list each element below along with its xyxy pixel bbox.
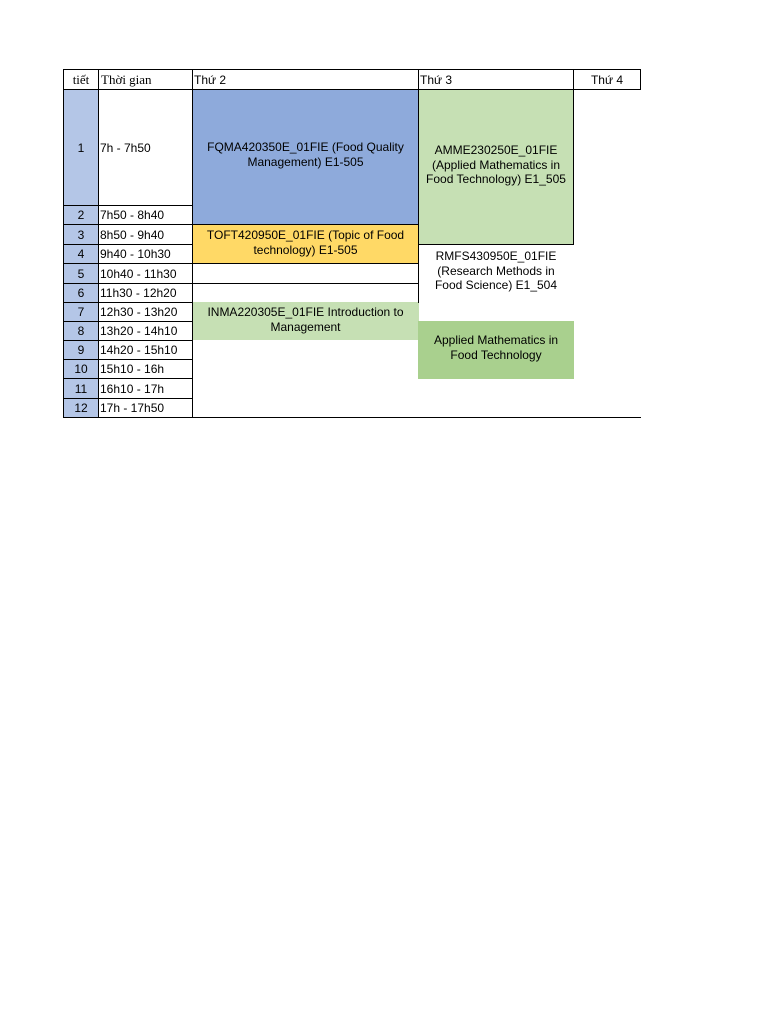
period-time[interactable]: 8h50 - 9h40 xyxy=(98,224,193,245)
course-applied-math-label: Applied Mathematics in Food Technology xyxy=(433,333,559,362)
period-time[interactable]: 16h10 - 17h xyxy=(98,378,193,399)
period-number[interactable]: 10 xyxy=(63,359,99,379)
period-time[interactable]: 10h40 - 11h30 xyxy=(98,263,193,284)
course-fqma-label: FQMA420350E_01FIE (Food Quality Management) E1-505 xyxy=(207,140,404,169)
period-number[interactable]: 6 xyxy=(63,283,99,303)
header-wednesday[interactable]: Thứ 4 xyxy=(573,69,641,90)
period-time[interactable]: 9h40 - 10h30 xyxy=(98,244,193,264)
period-number[interactable]: 5 xyxy=(63,263,99,284)
period-number[interactable]: 1 xyxy=(63,89,99,206)
period-number[interactable]: 12 xyxy=(63,398,99,418)
course-fqma[interactable] xyxy=(192,89,419,225)
period-number[interactable]: 9 xyxy=(63,340,99,360)
period-number[interactable]: 3 xyxy=(63,224,99,245)
header-time[interactable]: Thời gian xyxy=(98,69,193,90)
period-number[interactable]: 7 xyxy=(63,302,99,322)
course-amme[interactable] xyxy=(418,89,574,245)
monday-empty-cell-6[interactable] xyxy=(192,283,419,303)
period-time[interactable]: 14h20 - 15h10 xyxy=(98,340,193,360)
period-time[interactable]: 11h30 - 12h20 xyxy=(98,283,193,303)
period-number[interactable]: 8 xyxy=(63,321,99,341)
course-rmfs-label: RMFS430950E_01FIE (Research Methods in Food Science) E1_504 xyxy=(434,249,558,292)
period-number[interactable]: 2 xyxy=(63,205,99,225)
period-time[interactable]: 13h20 - 14h10 xyxy=(98,321,193,341)
course-inma-label: INMA220305E_01FIE Introduction to Management xyxy=(207,305,404,334)
header-monday[interactable]: Thứ 2 xyxy=(192,69,419,90)
monday-empty-cell-5[interactable] xyxy=(192,263,419,284)
monday-right-border xyxy=(418,89,419,303)
table-bottom-border xyxy=(63,417,641,418)
period-number[interactable]: 11 xyxy=(63,378,99,399)
period-time[interactable]: 15h10 - 16h xyxy=(98,359,193,379)
period-time[interactable]: 12h30 - 13h20 xyxy=(98,302,193,322)
header-tuesday[interactable]: Thứ 3 xyxy=(418,69,574,90)
header-period[interactable]: tiết xyxy=(63,69,99,90)
period-time[interactable]: 7h - 7h50 xyxy=(98,89,193,206)
course-amme-label: AMME230250E_01FIE (Applied Mathematics in Food Technology) E1_505 xyxy=(426,143,566,186)
course-rmfs[interactable] xyxy=(418,249,574,299)
course-applied-math[interactable] xyxy=(418,321,574,379)
period-time[interactable]: 7h50 - 8h40 xyxy=(98,205,193,225)
course-inma[interactable] xyxy=(192,302,419,340)
period-number[interactable]: 4 xyxy=(63,244,99,264)
course-toft[interactable] xyxy=(192,225,419,263)
period-time[interactable]: 17h - 17h50 xyxy=(98,398,193,418)
course-toft-label: TOFT420950E_01FIE (Topic of Food technology) E1-505 xyxy=(206,228,405,257)
monday-left-border xyxy=(192,89,193,418)
